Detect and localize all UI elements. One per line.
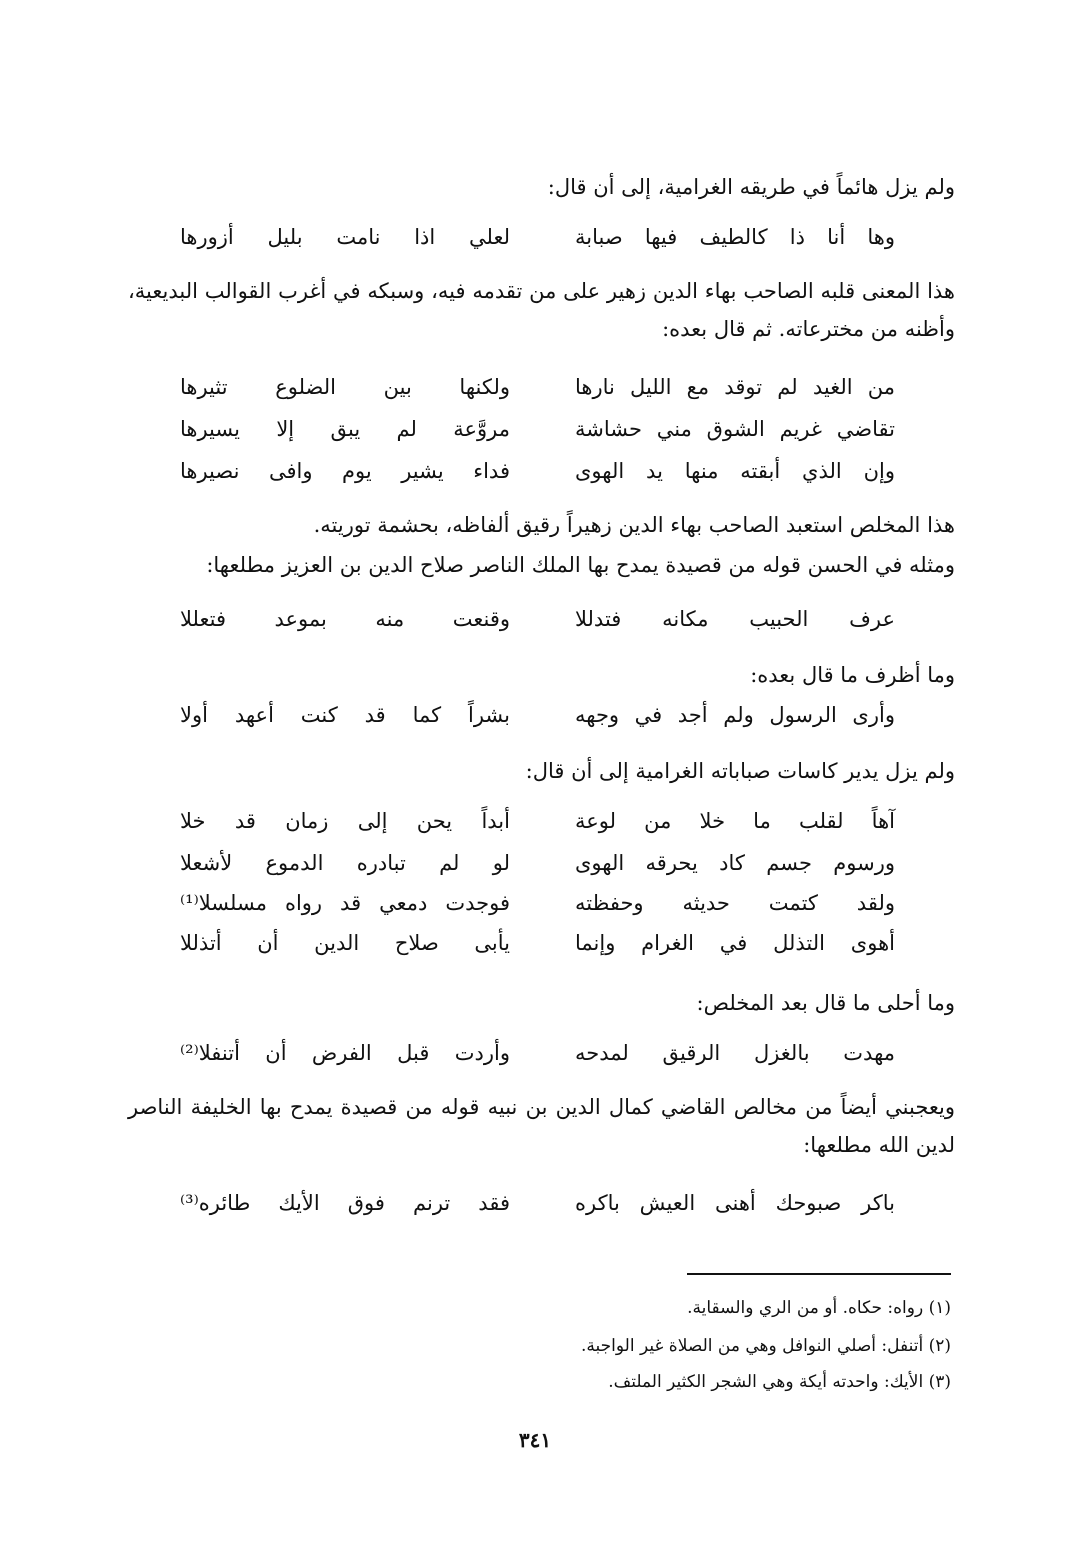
verse-7-first-hemistich: آهاً لقلب ما خلا من لوعة: [575, 809, 895, 833]
verse-11-first-hemistich: مهدت بالغزل الرقيق لمدحه: [575, 1041, 895, 1065]
verse-9: [180, 884, 895, 922]
verse-1: [180, 218, 895, 256]
page-number: ٣٤١: [518, 1428, 552, 1452]
verse-4-second-hemistich: فداء يشير يوم وافى نصيرها: [180, 459, 510, 483]
verse-3-first-hemistich: تقاضي غريم الشوق مني حشاشة: [575, 417, 895, 441]
verse-5-second-hemistich: وقنعت منه بموعد فتعللا: [180, 607, 510, 631]
footnote-3: (٣) الأيك: واحدته أيكة وهي الشجر الكثير الملتف.: [608, 1372, 951, 1392]
footnote-1: (١) رواه: حكاه. أو من الري والسقاية.: [687, 1298, 951, 1318]
verse-10: [180, 924, 895, 962]
verse-1-second-hemistich: لعلي اذا نامت بليل أزورها: [180, 225, 510, 249]
paragraph-2: هذا المعنى قلبه الصاحب بهاء الدين زهير على من تقدمه فيه، وسبكه في أغرب القوالب البديعية، وأظنه من مخترعاته. ثم قال بعده:: [128, 279, 955, 341]
paragraph-3: هذا المخلص استعبد الصاحب بهاء الدين زهيراً رقيق ألفاظه، بحشمة توريته.: [313, 513, 955, 537]
paragraph-7: وما أحلى ما قال بعد المخلص:: [696, 991, 955, 1015]
verse-6-first-hemistich: وأرى الرسول ولم أجد في وجهه: [575, 703, 895, 727]
paragraph-1: ولم يزل هائماً في طريقه الغرامية، إلى أن قال:: [547, 175, 955, 199]
verse-12-second-hemistich: فقد ترنم فوق الأيك طائره⁽³⁾: [180, 1191, 510, 1215]
verse-2: [180, 368, 895, 406]
verse-9-first-hemistich: ولقد كتمت حديثه وحفظته: [575, 891, 895, 915]
paragraph-6: ولم يزل يدير كاسات صباباته الغرامية إلى أن قال:: [525, 759, 955, 783]
verse-9-second-hemistich: فوجدت دمعي قد رواه مسلسلا⁽¹⁾: [180, 891, 510, 915]
verse-10-second-hemistich: يأبى صلاح الدين أن أتذللا: [180, 931, 510, 955]
verse-3: [180, 410, 895, 448]
verse-5-first-hemistich: عرف الحبيب مكانه فتدللا: [575, 607, 895, 631]
verse-6: [180, 696, 895, 734]
verse-4-first-hemistich: وإن الذي أبقته منها يد الهوى: [575, 459, 895, 483]
paragraph-8: ويعجبني أيضاً من مخالص القاضي كمال الدين بن نبيه قوله من قصيدة يمدح بها الخليفة الناصر لدين الله مطلعها:: [128, 1095, 955, 1157]
verse-4: [180, 452, 895, 490]
footnote-divider: [687, 1273, 951, 1275]
verse-2-second-hemistich: ولكنها بين الضلوع تثيرها: [180, 375, 510, 399]
verse-12: [180, 1184, 895, 1222]
verse-11: [180, 1034, 895, 1072]
verse-8-first-hemistich: ورسوم جسم كاد يحرقه الهوى: [575, 851, 895, 875]
verse-6-second-hemistich: بشراً كما قد كنت أعهد أولا: [180, 703, 510, 727]
verse-8-second-hemistich: لو لم تبادره الدموع لأشعلا: [180, 851, 510, 875]
verse-5: [180, 600, 895, 638]
verse-3-second-hemistich: مروَّعة لم يبق إلا يسيرها: [180, 417, 510, 441]
verse-10-first-hemistich: أهوى التذلل في الغرام وإنما: [575, 931, 895, 955]
verse-7: [180, 802, 895, 840]
verse-8: [180, 844, 895, 882]
paragraph-4: ومثله في الحسن قوله من قصيدة يمدح بها الملك الناصر صلاح الدين بن العزيز مطلعها:: [206, 553, 955, 577]
verse-1-first-hemistich: وها أنا ذا كالطيف فيها صبابة: [575, 225, 895, 249]
footnote-2: (٢) أتنفل: أصلي النوافل وهي من الصلاة غير الواجبة.: [581, 1336, 951, 1356]
verse-12-first-hemistich: باكر صبوحك أهنى العيش باكره: [575, 1191, 895, 1215]
paragraph-5: وما أظرف ما قال بعده:: [750, 663, 955, 687]
verse-2-first-hemistich: من الغيد لم توقد مع الليل نارها: [575, 375, 895, 399]
verse-7-second-hemistich: أبداً يحن إلى زمان قد خلا: [180, 809, 510, 833]
verse-11-second-hemistich: وأردت قبل الفرض أن أتنفلا⁽²⁾: [180, 1041, 510, 1065]
